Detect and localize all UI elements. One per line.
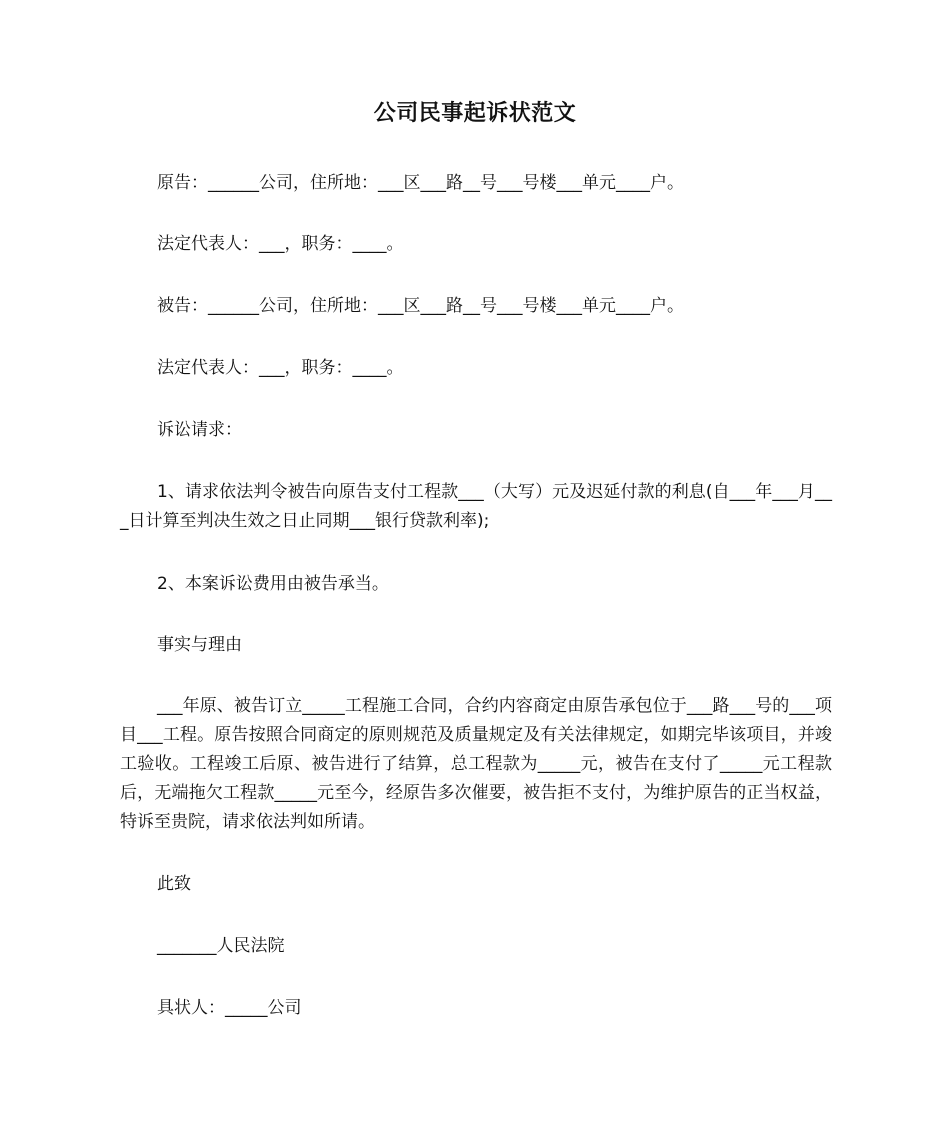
claim-2-line: 2、本案诉讼费用由被告承当。 [157,574,389,594]
plaintiff-representative-line: 法定代表人：___，职务：____。 [157,234,404,254]
signer-line: 具状人：_____公司 [157,998,302,1018]
facts-paragraph: ___年原、被告订立_____工程施工合同，合约内容商定由原告承包位于___路___号的___项目___工程。原告按照合同商定的原则规范及质量规定及有关法律规定，如期完毕该项目，并竣工验收。工程竣工后原、被告进行了结算，总工程款为_____元，被告在支付了_____元工程款后，无端拖欠工程款_____元至今，经原告多次催要，被告拒不支付，为维护原告的正当权益，特诉至贵院，请求依法判如所请。 [120,696,832,832]
document-title: 公司民事起诉状范文 [373,101,577,126]
facts-heading: 事实与理由 [157,635,242,655]
claim-1-paragraph: 1、请求依法判令被告向原告支付工程款___（大写）元及迟延付款的利息(自___年___月___日计算至判决生效之日止同期___银行贷款利率); [120,482,832,531]
plaintiff-line: 原告：______公司，住所地：___区___路__号___号楼___单元____户。 [157,173,684,193]
defendant-line: 被告：______公司，住所地：___区___路__号___号楼___单元____户。 [157,296,684,316]
court-line: _______人民法院 [157,936,285,956]
claims-heading: 诉讼请求： [157,420,242,440]
salutation-line: 此致 [157,874,191,894]
defendant-representative-line: 法定代表人：___，职务：____。 [157,358,404,378]
